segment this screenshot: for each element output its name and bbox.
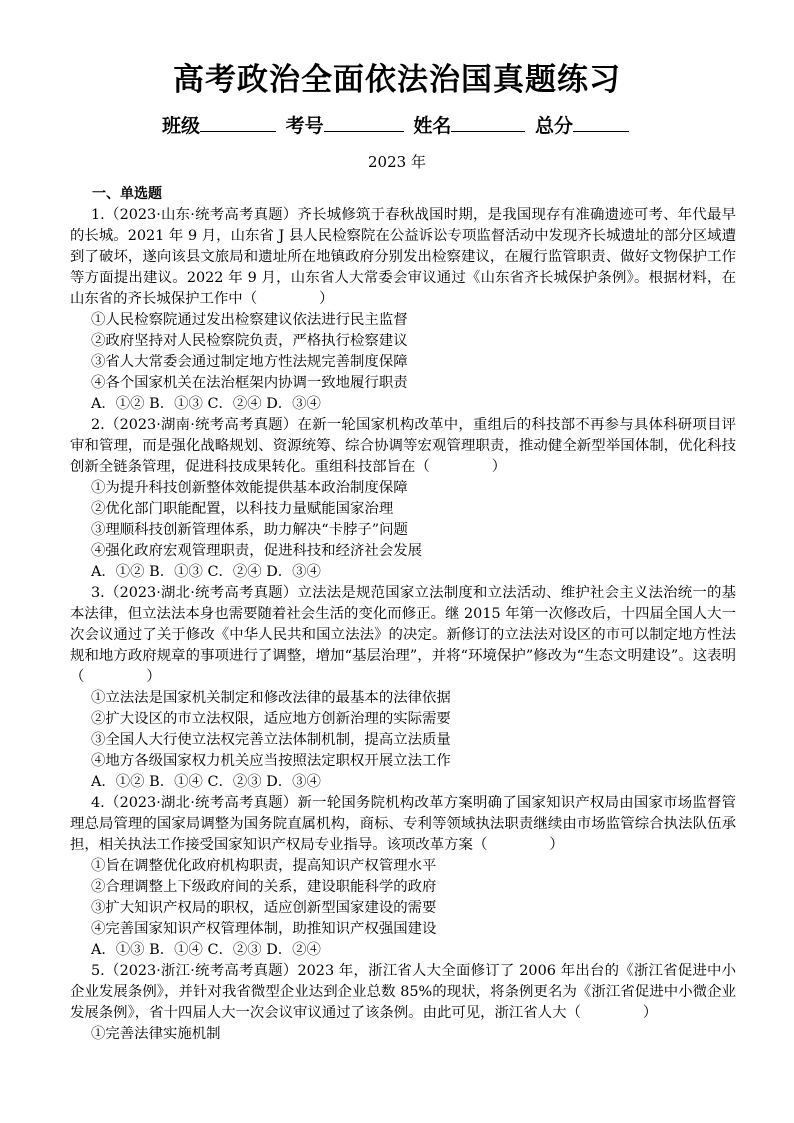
option-3: ③全国人大行使立法权完善立法体制机制，提高立法质量 [91,732,451,748]
score-blank [573,111,629,132]
question-2 [70,415,736,583]
class-label: 班级 [162,115,201,137]
option-4: ④强化政府宏观管理职责，促进科技和经济社会发展 [91,543,422,559]
question-list [70,184,736,1045]
answer-choices: A．①② B．①④ C．②③ D．③④ [91,774,321,790]
option-4: ④各个国家机关在法治框架内协调一致地履行职责 [91,375,408,391]
option-3: ③扩大知识产权局的职权，适应创新型国家建设的需要 [91,900,437,916]
exam-no-blank [324,111,404,132]
option-3: ③理顺科技创新管理体系，助力解决“卡脖子”问题 [91,522,408,538]
option-1: ①为提升科技创新整体效能提供基本政治制度保障 [91,480,408,496]
question-text: 2.（2023·湖南·统考高考真题）在新一轮国家机构改革中，重组后的科技部不再参与具体科研项目评审和管理，而是强化战略规划、资源统筹、综合协调等宏观管理职责，推动健全新型举国体制，优化科技创新全链条管理，促进科技成果转化。重组科技部旨在（ ） [70,417,736,475]
page-title: 高考政治全面依法治国真题练习 [173,62,621,98]
class-blank [200,111,276,132]
question-3 [70,583,736,793]
option-1: ①人民检察院通过发出检察建议依法进行民主监督 [91,312,408,328]
answer-choices: A．①② B．①③ C．②④ D．③④ [91,396,321,412]
student-info-line [0,111,794,139]
option-1: ①旨在调整优化政府机构职责，提高知识产权管理水平 [91,858,437,874]
answer-choices: A．①② B．①③ C．②④ D．③④ [91,564,321,580]
question-5 [70,961,736,1045]
answer-choices: A．①③ B．①④ C．②③ D．②④ [91,942,321,958]
option-2: ②优化部门职能配置，以科技力量赋能国家治理 [91,501,394,517]
option-2: ②合理调整上下级政府间的关系，建设职能科学的政府 [91,879,437,895]
option-1: ①完善法律实施机制 [91,1026,221,1042]
year-heading: 2023 年 [368,153,426,171]
option-3: ③省人大常委会通过制定地方性法规完善制度保障 [91,354,408,370]
question-4 [70,793,736,961]
exam-no-label: 考号 [285,115,324,137]
score-label: 总分 [534,115,573,137]
name-blank [451,111,525,132]
option-4: ④完善国家知识产权管理体制，助推知识产权强国建设 [91,921,437,937]
section-title: 一、单选题 [92,186,162,202]
question-text: 5.（2023·浙江·统考高考真题）2023 年，浙江省人大全面修订了 2006 年出台的《浙江省促进中小企业发展条例》，并针对我省微型企业达到企业总数 85%的现状，将条例更名为《浙江省促进中小微企业发展条例》，省十四届人大一次会议审议通过了该条例。由此可见，浙江省人大（ ） [70,963,736,1021]
option-4: ④地方各级国家权力机关应当按照法定职权开展立法工作 [91,753,451,769]
question-1 [70,205,736,415]
question-text: 1.（2023·山东·统考高考真题）齐长城修筑于春秋战国时期，是我国现存有准确遗迹可考、年代最早的长城。2021 年 9 月，山东省 J 县人民检察院在公益诉讼专项监督活动中发现齐长城遗址的部分区域遭到了破坏，遂向该县文旅局和遗址所在地镇政府分别发出检察建议，在履行监管职责、做好文物保护工作等方面提出建议。2022 年 9 月，山东省人大常委会审议通过《山东省齐长城保护条例》。根据材料，在山东省的齐长城保护工作中（ ） [70,207,736,307]
question-text: 4.（2023·湖北·统考高考真题）新一轮国务院机构改革方案明确了国家知识产权局由国家市场监督管理总局管理的国家局调整为国务院直属机构，商标、专利等领域执法职责继续由市场监管综合执法队伍承担，相关执法工作接受国家知识产权局专业指导。该项改革方案（ ） [70,795,736,853]
question-text: 3.（2023·湖北·统考高考真题）立法法是规范国家立法制度和立法活动、维护社会主义法治统一的基本法律，但立法法本身也需要随着社会生活的变化而修正。继 2015 年第一次修改后，十四届全国人大一次会议通过了关于修改《中华人民共和国立法法》的决定。新修订的立法法对设区的市可以制定地方性法规和地方政府规章的事项进行了调整，增加“基层治理”，并将“环境保护”修改为“生态文明建设”。这表明（ ） [70,585,736,685]
name-label: 姓名 [413,115,452,137]
option-1: ①立法法是国家机关制定和修改法律的最基本的法律依据 [91,690,451,706]
option-2: ②政府坚持对人民检察院负责，严格执行检察建议 [91,333,408,349]
option-2: ②扩大设区的市立法权限，适应地方创新治理的实际需要 [91,711,451,727]
